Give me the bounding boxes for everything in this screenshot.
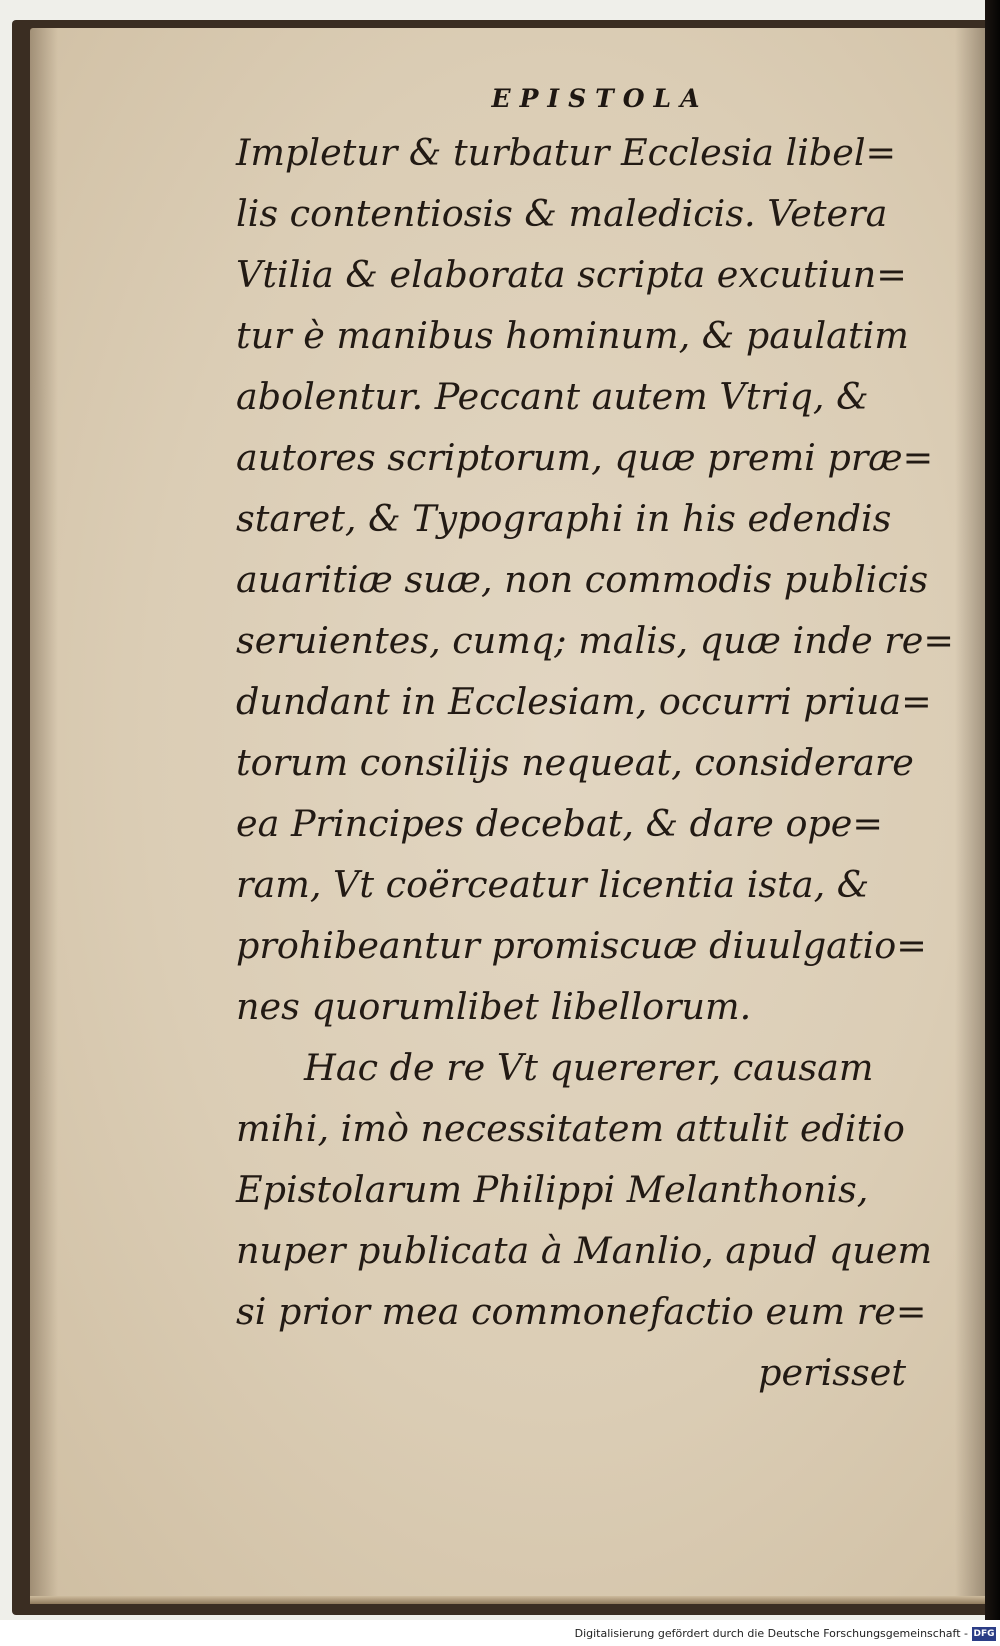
dfg-logo: DFG [973, 1629, 995, 1639]
book-right-edge [985, 0, 1000, 1620]
text-line: si prior mea commonefactio eum re= [236, 1290, 927, 1333]
page-gutter-shade [30, 28, 58, 1603]
text-line: staret, & Typographi in his edendis [236, 497, 892, 540]
text-line: mihi, imò necessitatem attulit editio [236, 1107, 905, 1150]
text-line: abolentur. Peccant autem Vtriq, & [236, 375, 869, 418]
text-line: seruientes, cumq; malis, quæ inde re= [236, 619, 954, 662]
page-edge-shade [955, 28, 985, 1603]
page-bottom-edge [30, 1596, 985, 1604]
text-line: auaritiæ suæ, non commodis publicis [236, 558, 929, 601]
text-line: ram, Vt coërceatur licentia ista, & [236, 863, 870, 906]
text-line: Vtilia & elaborata scripta excutiun= [236, 253, 907, 296]
text-line: autores scriptorum, quæ premi præ= [236, 436, 934, 479]
text-line: prohibeantur promiscuæ diuulgatio= [236, 924, 927, 967]
running-header: EPISTOLA [491, 84, 709, 113]
funding-notice: Digitalisierung gefördert durch die Deutsche Forschungsgemeinschaft - [574, 1627, 968, 1640]
text-line: tur è manibus hominum, & paulatim [236, 314, 909, 357]
text-line: lis contentiosis & maledicis. Vetera [236, 192, 888, 235]
text-line: dundant in Ecclesiam, occurri priua= [236, 680, 932, 723]
paragraph-start-line: Hac de re Vt quererer, causam [304, 1046, 874, 1089]
digitization-footer [0, 1624, 1000, 1646]
text-line: torum consilijs nequeat, considerare [236, 741, 914, 784]
text-line: Impletur & turbatur Ecclesia libel= [236, 131, 897, 174]
text-line: Epistolarum Philippi Melanthonis, [236, 1168, 869, 1211]
page-text [236, 122, 954, 1403]
text-line: nes quorumlibet libellorum. [236, 985, 752, 1028]
catchword: perisset [758, 1351, 906, 1394]
text-line: nuper publicata à Manlio, apud quem [236, 1229, 933, 1272]
text-line: ea Principes decebat, & dare ope= [236, 802, 883, 845]
